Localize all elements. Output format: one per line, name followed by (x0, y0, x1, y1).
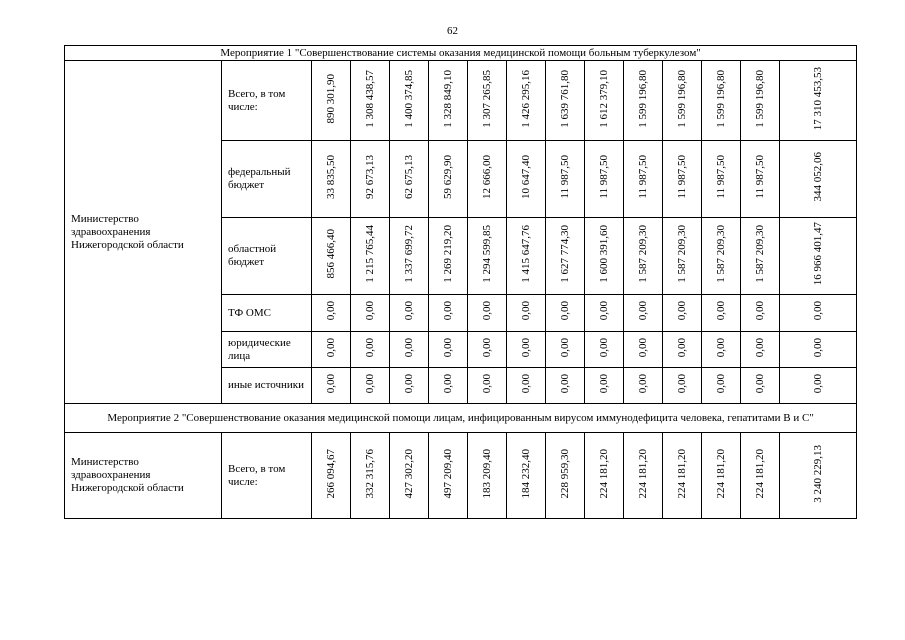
value-text: 11 987,50 (715, 155, 727, 199)
value-cell (390, 433, 429, 519)
value-text: 0,00 (481, 373, 493, 394)
value-cell (390, 61, 429, 141)
value-cell (390, 218, 429, 295)
value-cell (624, 368, 663, 404)
value-text: 0,00 (598, 373, 610, 394)
value-cell (741, 61, 780, 141)
value-cell (546, 433, 585, 519)
value-cell (702, 141, 741, 218)
measure-title: Мероприятие 1 "Совершенствование системы оказания медицинской помощи больным туберкулезом" (65, 46, 857, 61)
measure-1-title-row (65, 46, 857, 61)
value-cell (429, 218, 468, 295)
value-text: 1 308 438,57 (364, 69, 376, 128)
value-cell (468, 61, 507, 141)
measure-2-title-row (65, 404, 857, 433)
value-cell (468, 368, 507, 404)
total-cell (780, 368, 857, 404)
value-cell (312, 218, 351, 295)
value-text: 1 599 196,80 (754, 69, 766, 128)
value-text: 0,00 (754, 337, 766, 358)
value-cell (546, 295, 585, 332)
value-text: 0,00 (637, 373, 649, 394)
value-text: 0,00 (754, 301, 766, 321)
value-text: 0,00 (559, 373, 571, 394)
value-text: 11 987,50 (598, 155, 610, 199)
value-text: 1 639 761,80 (559, 69, 571, 128)
value-text: 0,00 (559, 337, 571, 358)
value-text: 1 400 374,85 (403, 69, 415, 128)
budget-table (64, 45, 857, 519)
value-text: 0,00 (442, 337, 454, 358)
value-cell (663, 433, 702, 519)
value-cell (312, 332, 351, 368)
value-cell (624, 218, 663, 295)
value-text: 0,00 (812, 337, 825, 358)
value-cell (546, 141, 585, 218)
value-cell (702, 368, 741, 404)
value-text: 224 181,20 (598, 448, 610, 499)
value-text: 1 587 209,30 (637, 225, 649, 283)
value-cell (351, 141, 390, 218)
value-cell (585, 141, 624, 218)
funding-source-label: юридические лица (222, 332, 312, 368)
page-number: 62 (447, 25, 458, 37)
value-text: 0,00 (364, 337, 376, 358)
value-cell (702, 433, 741, 519)
value-text: 12 666,00 (481, 155, 493, 199)
value-cell (741, 368, 780, 404)
value-text: 1 627 774,30 (559, 225, 571, 283)
value-text: 11 987,50 (754, 155, 766, 199)
value-text: 1 269 219,20 (442, 225, 454, 283)
value-text: 228 959,30 (559, 448, 571, 499)
total-cell (780, 61, 857, 141)
total-cell (780, 218, 857, 295)
value-text: 0,00 (325, 337, 337, 358)
value-cell (507, 218, 546, 295)
value-cell (507, 433, 546, 519)
value-text: 33 835,50 (325, 155, 337, 199)
value-text: 1 587 209,30 (754, 225, 766, 283)
value-cell (507, 368, 546, 404)
value-cell (585, 332, 624, 368)
value-cell (312, 433, 351, 519)
value-cell (468, 433, 507, 519)
value-text: 92 673,13 (364, 155, 376, 199)
table-row (65, 433, 857, 519)
value-text: 1 415 647,76 (520, 225, 532, 283)
value-text: 0,00 (364, 373, 376, 394)
value-cell (312, 295, 351, 332)
value-cell (546, 332, 585, 368)
value-cell (429, 141, 468, 218)
value-cell (351, 295, 390, 332)
funding-source-label: областной бюджет (222, 218, 312, 295)
value-cell (429, 368, 468, 404)
value-cell (507, 61, 546, 141)
value-text: 184 232,40 (520, 448, 532, 499)
value-cell (468, 218, 507, 295)
value-cell (312, 61, 351, 141)
value-cell (351, 433, 390, 519)
value-cell (429, 61, 468, 141)
value-cell (741, 295, 780, 332)
value-text: 224 181,20 (715, 448, 727, 499)
value-cell (507, 332, 546, 368)
value-cell (702, 61, 741, 141)
value-text: 0,00 (754, 373, 766, 394)
value-cell (624, 61, 663, 141)
value-cell (585, 218, 624, 295)
value-text: 17 310 453,53 (812, 66, 825, 131)
value-cell (741, 218, 780, 295)
value-text: 0,00 (481, 301, 493, 321)
value-cell (429, 295, 468, 332)
value-text: 1 426 295,16 (520, 69, 532, 128)
value-cell (468, 295, 507, 332)
value-cell (624, 433, 663, 519)
value-cell (585, 433, 624, 519)
value-cell (663, 332, 702, 368)
value-text: 0,00 (481, 337, 493, 358)
value-cell (702, 332, 741, 368)
value-cell (546, 61, 585, 141)
value-text: 0,00 (403, 337, 415, 358)
value-text: 344 052,06 (812, 152, 825, 202)
value-cell (312, 141, 351, 218)
value-text: 427 302,20 (403, 448, 415, 499)
value-text: 3 240 229,13 (812, 444, 825, 503)
total-cell (780, 295, 857, 332)
value-text: 1 599 196,80 (637, 69, 649, 128)
value-cell (351, 332, 390, 368)
funding-source-label: Всего, в том числе: (222, 433, 312, 519)
value-text: 0,00 (364, 301, 376, 321)
value-cell (663, 295, 702, 332)
value-cell (624, 295, 663, 332)
value-cell (546, 368, 585, 404)
value-text: 62 675,13 (403, 155, 415, 199)
value-cell (312, 368, 351, 404)
ministry-name: Министерство здравоохранения Нижегородской области (71, 212, 184, 251)
value-text: 0,00 (637, 337, 649, 358)
value-text: 11 987,50 (637, 155, 649, 199)
value-text: 0,00 (598, 301, 610, 321)
value-text: 1 587 209,30 (676, 225, 688, 283)
ministry-cell (65, 433, 222, 519)
value-text: 0,00 (325, 301, 337, 321)
value-text: 1 612 379,10 (598, 69, 610, 128)
value-text: 1 307 265,85 (481, 69, 493, 128)
value-cell (663, 218, 702, 295)
value-text: 890 301,90 (325, 73, 337, 124)
total-cell (780, 332, 857, 368)
value-cell (585, 61, 624, 141)
funding-source-label: ТФ ОМС (222, 295, 312, 332)
value-text: 224 181,20 (676, 448, 688, 499)
value-cell (390, 141, 429, 218)
value-cell (741, 433, 780, 519)
value-text: 0,00 (637, 301, 649, 321)
value-cell (507, 141, 546, 218)
value-text: 11 987,50 (676, 155, 688, 199)
value-cell (390, 368, 429, 404)
value-text: 1 337 699,72 (403, 225, 415, 283)
value-cell (585, 295, 624, 332)
value-text: 0,00 (715, 337, 727, 358)
value-text: 0,00 (442, 373, 454, 394)
value-text: 0,00 (812, 301, 825, 321)
measure-title: Мероприятие 2 "Совершенствование оказания медицинской помощи лицам, инфицированным вирусом иммунодефицита человека, гепатитами В и С" (65, 404, 857, 433)
value-text: 0,00 (442, 301, 454, 321)
value-cell (741, 141, 780, 218)
value-text: 10 647,40 (520, 155, 532, 199)
value-text: 0,00 (403, 301, 415, 321)
funding-source-label: Всего, в том числе: (222, 61, 312, 141)
value-text: 0,00 (676, 337, 688, 358)
value-text: 0,00 (403, 373, 415, 394)
value-text: 1 215 765,44 (364, 225, 376, 283)
value-text: 0,00 (715, 373, 727, 394)
value-cell (624, 332, 663, 368)
value-text: 1 599 196,80 (715, 69, 727, 128)
value-cell (429, 433, 468, 519)
value-cell (702, 295, 741, 332)
value-cell (546, 218, 585, 295)
total-cell (780, 141, 857, 218)
value-text: 1 328 849,10 (442, 69, 454, 128)
value-cell (663, 368, 702, 404)
value-cell (390, 295, 429, 332)
value-text: 224 181,20 (754, 448, 766, 499)
value-cell (702, 218, 741, 295)
value-text: 183 209,40 (481, 448, 493, 499)
total-cell (780, 433, 857, 519)
value-text: 224 181,20 (637, 448, 649, 499)
value-text: 0,00 (598, 337, 610, 358)
value-text: 1 587 209,30 (715, 225, 727, 283)
table-row (65, 61, 857, 141)
value-cell (585, 368, 624, 404)
value-text: 1 599 196,80 (676, 69, 688, 128)
ministry-name: Министерство здравоохранения Нижегородской области (71, 456, 184, 494)
value-text: 0,00 (520, 301, 532, 321)
value-text: 497 209,40 (442, 448, 454, 499)
value-text: 0,00 (325, 373, 337, 394)
value-text: 0,00 (676, 373, 688, 394)
value-text: 0,00 (520, 373, 532, 394)
value-cell (351, 218, 390, 295)
value-cell (351, 368, 390, 404)
funding-source-label: иные источники (222, 368, 312, 404)
value-text: 16 966 401,47 (812, 222, 825, 286)
value-text: 0,00 (676, 301, 688, 321)
value-cell (507, 295, 546, 332)
value-text: 0,00 (715, 301, 727, 321)
value-text: 266 094,67 (325, 448, 337, 499)
value-cell (390, 332, 429, 368)
ministry-cell (65, 61, 222, 404)
funding-source-label: федеральный бюджет (222, 141, 312, 218)
value-cell (624, 141, 663, 218)
value-cell (468, 141, 507, 218)
value-cell (351, 61, 390, 141)
value-text: 0,00 (559, 301, 571, 321)
value-cell (663, 61, 702, 141)
value-cell (468, 332, 507, 368)
value-text: 11 987,50 (559, 155, 571, 199)
value-cell (429, 332, 468, 368)
value-cell (663, 141, 702, 218)
value-text: 1 600 391,60 (598, 225, 610, 283)
value-text: 0,00 (812, 373, 825, 394)
value-text: 59 629,90 (442, 155, 454, 199)
value-cell (741, 332, 780, 368)
value-text: 856 466,40 (325, 229, 337, 279)
value-text: 332 315,76 (364, 448, 376, 499)
value-text: 1 294 599,85 (481, 225, 493, 283)
value-text: 0,00 (520, 337, 532, 358)
